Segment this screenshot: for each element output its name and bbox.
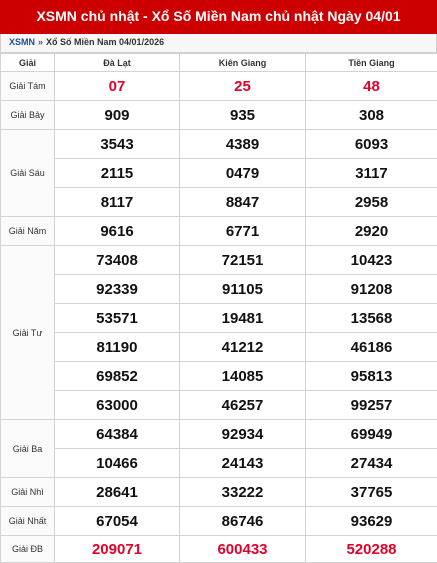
table-row: [1, 362, 437, 391]
prize-label: Giải Năm: [1, 217, 55, 246]
result-number: 8847: [180, 188, 306, 217]
result-number: 19481: [180, 304, 306, 333]
result-number: 24143: [180, 449, 306, 478]
table-row: [1, 536, 437, 563]
result-number: 93629: [306, 507, 437, 536]
result-number: 67054: [55, 507, 180, 536]
result-number: 33222: [180, 478, 306, 507]
result-number: 92934: [180, 420, 306, 449]
table-row: [1, 507, 437, 536]
results-body: [1, 72, 437, 563]
table-header-row: [1, 54, 437, 72]
result-number: 2920: [306, 217, 437, 246]
result-number: 10423: [306, 246, 437, 275]
result-number: 41212: [180, 333, 306, 362]
result-number: 520288: [306, 536, 437, 563]
result-number: 86746: [180, 507, 306, 536]
table-row: [1, 217, 437, 246]
result-number: 73408: [55, 246, 180, 275]
result-number: 92339: [55, 275, 180, 304]
table-row: [1, 275, 437, 304]
page-title: XSMN chủ nhật - Xổ Số Miền Nam chủ nhật Ngày 04/01: [0, 0, 437, 34]
result-number: 91208: [306, 275, 437, 304]
result-number: 10466: [55, 449, 180, 478]
result-number: 95813: [306, 362, 437, 391]
result-number: 909: [55, 101, 180, 130]
column-header-province-1: Đà Lạt: [55, 54, 180, 72]
result-number: 2958: [306, 188, 437, 217]
result-number: 48: [306, 72, 437, 101]
result-number: 209071: [55, 536, 180, 563]
table-row: [1, 304, 437, 333]
result-number: 69852: [55, 362, 180, 391]
prize-label: Giải Tư: [1, 246, 55, 420]
result-number: 46257: [180, 391, 306, 420]
result-number: 935: [180, 101, 306, 130]
table-row: [1, 188, 437, 217]
table-row: [1, 391, 437, 420]
table-row: [1, 72, 437, 101]
result-number: 07: [55, 72, 180, 101]
prize-label: Giải ĐB: [1, 536, 55, 563]
result-number: 27434: [306, 449, 437, 478]
result-number: 6093: [306, 130, 437, 159]
breadcrumb-separator: »: [38, 37, 43, 47]
table-row: [1, 478, 437, 507]
column-header-prize: Giải: [1, 54, 55, 72]
prize-label: Giải Bảy: [1, 101, 55, 130]
table-row: [1, 449, 437, 478]
table-row: [1, 333, 437, 362]
result-number: 600433: [180, 536, 306, 563]
column-header-province-3: Tiền Giang: [306, 54, 437, 72]
table-row: [1, 130, 437, 159]
result-number: 2115: [55, 159, 180, 188]
table-row: [1, 420, 437, 449]
result-number: 91105: [180, 275, 306, 304]
result-number: 46186: [306, 333, 437, 362]
result-number: 4389: [180, 130, 306, 159]
result-number: 6771: [180, 217, 306, 246]
breadcrumb-home-link[interactable]: XSMN: [9, 37, 35, 47]
result-number: 25: [180, 72, 306, 101]
prize-label: Giải Nhất: [1, 507, 55, 536]
result-number: 81190: [55, 333, 180, 362]
result-number: 99257: [306, 391, 437, 420]
result-number: 308: [306, 101, 437, 130]
prize-label: Giải Nhì: [1, 478, 55, 507]
result-number: 3543: [55, 130, 180, 159]
table-row: [1, 101, 437, 130]
result-number: 9616: [55, 217, 180, 246]
table-row: [1, 246, 437, 275]
result-number: 64384: [55, 420, 180, 449]
prize-label: Giải Tám: [1, 72, 55, 101]
result-number: 14085: [180, 362, 306, 391]
result-number: 69949: [306, 420, 437, 449]
result-number: 8117: [55, 188, 180, 217]
table-row: [1, 159, 437, 188]
breadcrumb-current[interactable]: Xổ Số Miền Nam 04/01/2026: [46, 37, 164, 47]
result-number: 53571: [55, 304, 180, 333]
result-number: 13568: [306, 304, 437, 333]
result-number: 28641: [55, 478, 180, 507]
result-number: 63000: [55, 391, 180, 420]
prize-label: Giải Ba: [1, 420, 55, 478]
prize-label: Giải Sáu: [1, 130, 55, 217]
column-header-province-2: Kiên Giang: [180, 54, 306, 72]
results-table: [0, 53, 437, 563]
result-number: 3117: [306, 159, 437, 188]
result-number: 72151: [180, 246, 306, 275]
result-number: 0479: [180, 159, 306, 188]
result-number: 37765: [306, 478, 437, 507]
breadcrumb: [0, 34, 437, 53]
